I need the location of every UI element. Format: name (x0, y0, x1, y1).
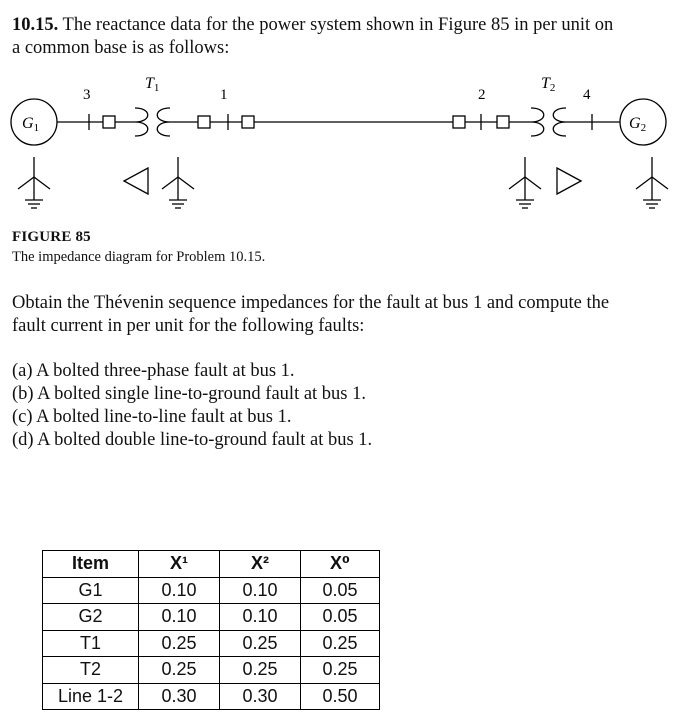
generator-g2-label: G2 (629, 115, 647, 134)
bus-4-label: 4 (583, 87, 591, 103)
transformer-t1-secondary (157, 108, 170, 136)
figure-caption: The impedance diagram for Problem 10.15. (12, 249, 266, 265)
table-cell: Line 1-2 (43, 683, 139, 710)
table-cell: T2 (43, 657, 139, 684)
table-cell: 0.25 (139, 657, 220, 684)
fault-parts-list (12, 360, 372, 452)
table-cell: 0.30 (139, 683, 220, 710)
question-line-2: fault current in per unit for the following faults: (12, 316, 365, 336)
part-c: (c) A bolted line-to-line fault at bus 1. (12, 407, 292, 427)
table-cell: G1 (43, 577, 139, 604)
table-header-row (43, 551, 380, 578)
header-x2: X² (220, 551, 301, 578)
problem-number: 10.15. (12, 15, 59, 35)
figure-label: FIGURE 85 (12, 229, 91, 245)
table-cell: 0.10 (220, 604, 301, 631)
table-cell: 0.10 (139, 604, 220, 631)
table-cell: 0.50 (301, 683, 380, 710)
table-cell: 0.05 (301, 604, 380, 631)
bus-3-label: 3 (83, 87, 91, 103)
transformer-t1-primary (135, 108, 148, 136)
header-x0: X⁰ (301, 551, 380, 578)
part-b: (b) A bolted single line-to-ground fault at bus 1. (12, 384, 367, 404)
table-cell: T1 (43, 630, 139, 657)
ground-symbol-t1 (162, 157, 194, 208)
reactance-table (42, 550, 380, 710)
impedance-diagram (0, 70, 687, 220)
table-cell: 0.25 (139, 630, 220, 657)
table-cell: 0.25 (220, 657, 301, 684)
transformer-t2-secondary (553, 108, 566, 136)
table-row (43, 630, 380, 657)
question-line-1: Obtain the Thévenin sequence impedances for the fault at bus 1 and compute the (12, 293, 610, 313)
table-row (43, 577, 380, 604)
delta-symbol-t1 (124, 168, 148, 194)
ground-symbol-t2 (509, 157, 541, 208)
table-cell: 0.25 (220, 630, 301, 657)
header-item: Item (43, 551, 139, 578)
table-row (43, 657, 380, 684)
table-cell: 0.25 (301, 657, 380, 684)
part-d: (d) A bolted double line-to-ground fault at bus 1. (12, 430, 373, 450)
transformer-t1-label: T1 (145, 75, 160, 94)
table-cell: 0.10 (139, 577, 220, 604)
table-row (43, 683, 380, 710)
bus-2-label: 2 (478, 87, 486, 103)
bus-1-label: 1 (220, 87, 228, 103)
table-cell: 0.05 (301, 577, 380, 604)
transformer-t2-label: T2 (541, 75, 556, 94)
header-x1: X¹ (139, 551, 220, 578)
table-cell: G2 (43, 604, 139, 631)
problem-statement-line-1 (12, 14, 613, 37)
problem-intro-line-1: The reactance data for the power system shown in Figure 85 in per unit on (62, 15, 614, 35)
table-cell: 0.30 (220, 683, 301, 710)
ground-symbol-g2 (636, 157, 668, 208)
transformer-t2-primary (531, 108, 544, 136)
table-row (43, 604, 380, 631)
table-cell: 0.10 (220, 577, 301, 604)
delta-symbol-t2 (557, 168, 581, 194)
ground-symbol-g1 (18, 157, 50, 208)
table-cell: 0.25 (301, 630, 380, 657)
problem-intro-line-2: a common base is as follows: (12, 38, 230, 58)
part-a: (a) A bolted three-phase fault at bus 1. (12, 361, 295, 381)
generator-g1-label: G1 (22, 115, 40, 134)
